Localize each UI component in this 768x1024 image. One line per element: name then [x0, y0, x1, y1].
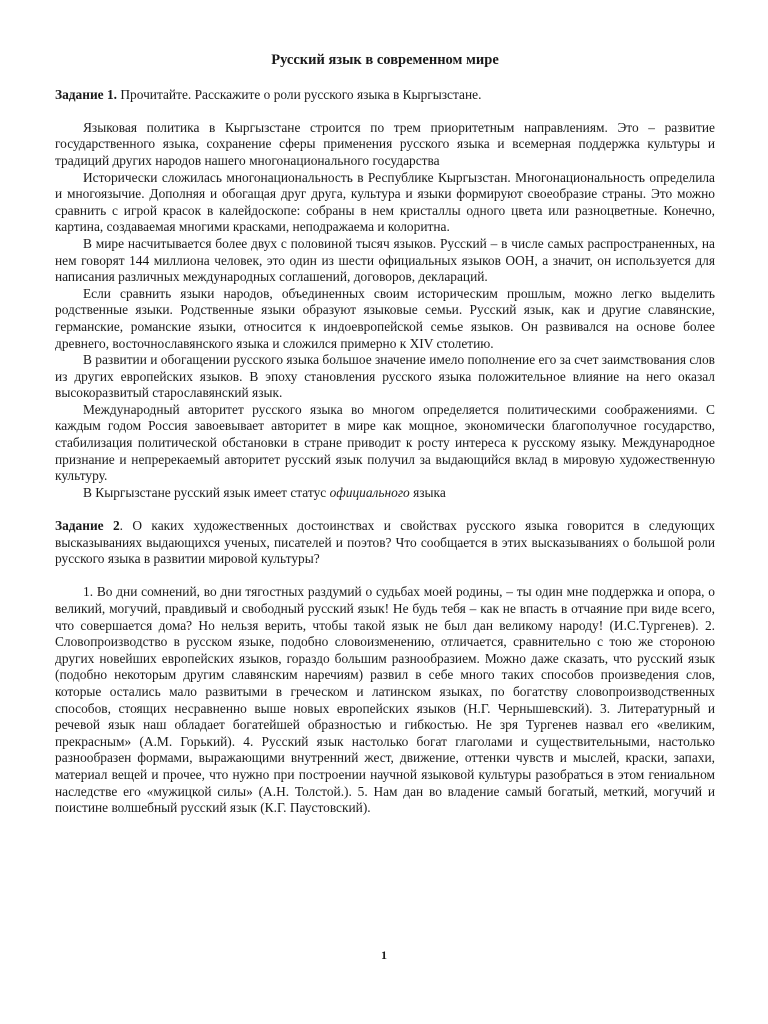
document-page [55, 52, 715, 817]
task-2-label: Задание 2 [55, 518, 120, 534]
paragraph: Международный авторитет русского языка во многом определяется политическими соображениями. С каждым годом Россия завоевывает авторитет в мире как мощное, экономически благополучное государство, стабилизация политической обстановки в стране приводит к росту интереса к русскому языку. Международное признание и непререкаемый авторитет русский язык получил за выдающийся вклад в мировую художественную культуру. [55, 401, 715, 484]
spacer [55, 103, 715, 120]
paragraph: В развитии и обогащении русского языка большое значение имело пополнение его за счет заимствования слов из других европейских языков. В эпоху становления русского языка положительное влияние на него оказал высокоразвитый старославянский язык. [55, 352, 715, 401]
status-text-after: языка [409, 484, 446, 500]
task-2-heading [55, 518, 715, 568]
spacer [55, 568, 715, 585]
paragraph: Языковая политика в Кыргызстане строится по трем приоритетным направлениям. Это – развитие государственного языка, сохранение сферы применения русского языка и всемерная поддержка культуры и традиций других народов нашего многонационального государства [55, 119, 715, 168]
page-number: 1 [381, 948, 387, 962]
paragraph: В мире насчитывается более двух с половиной тысяч языков. Русский – в числе самых распространенных, на нем говорят 144 миллиона человек, это один из шести официальных языков ООН, а значит, он используется для написания различных международных соглашений, договоров, деклараций. [55, 235, 715, 285]
task-2-text: . О каких художественных достоинствах и свойствах русского языка говорится в следующих высказываниях выдающихся ученых, писателей и поэтов? Что сообщается в этих высказываниях о большой роли русского языка в развитии мировой культуры? [55, 518, 716, 567]
spacer [55, 501, 715, 518]
status-text-italic: официального [329, 484, 410, 500]
paragraph: Если сравнить языки народов, объединенных своим историческим прошлым, можно легко выделить родственные языки. Родственные языки образуют языковые семьи. Русский язык, как и другие славянские, германские, романские языки, относится к индоевропейской семье языков. Он развивался на основе более древнего, восточнославянского языка и сложился примерно к XIV столетию. [55, 285, 715, 351]
quotes-paragraph: 1. Во дни сомнений, во дни тягостных раздумий о судьбах моей родины, – ты один мне поддержка и опора, о великий, могучий, правдивый и свободный русский язык! Не будь тебя – как не впасть в отчаяние при виде всего, что совершается дома? Но нельзя верить, чтобы такой язык не был дан великому народу! (И.С.Тургенев). 2. Словопроизводство в русском языке, подобно словоизменению, отличается, сравнительно с тою же стороною других новейших европейских языков, гораздо большим разнообразием. Можно даже сказать, что русский язык (подобно некоторым другим славянским наречиям) развил в себе много таких способов произведения слов, которые остались мало развитыми в греческом и латинском языках, по богатству словопроизводственных способов, стоящих несравненно выше новых европейских языков (Н.Г. Чернышевский). 3. Литературный и речевой язык наш обладает богатейшей образностью и гибкостью. Не зря Тургенев назвал его «великим, прекрасным» (А.М. Горький). 4. Русский язык настолько богат глаголами и существительными, настолько разнообразен формами, выражающими внутренний жест, движение, оттенки чувств и мыслей, краски, запахи, материал вещей и прочее, что нужно при построении научной языковой культуры разобраться в этом гениальном наследстве его «мужицкой силы» (А.Н. Толстой.). 5. Нам дан во владение самый богатый, меткий, могучий и поистине волшебный русский язык (К.Г. Паустовский). [55, 584, 715, 816]
page-title: Русский язык в современном мире [271, 52, 499, 68]
task-1-heading [55, 87, 715, 104]
paragraph-status [55, 485, 715, 502]
status-text-before: В Кыргызстане русский язык имеет статус [83, 484, 330, 500]
paragraph: Исторически сложилась многонациональность в Республике Кыргызстан. Многонациональность определила и многоязычие. Дополняя и обогащая друг друга, культура и языки формируют своеобразие страны. Это можно сравнить с игрой красок в калейдоскопе: собраны в нем кристаллы одного цвета или разноцветные. Конечно, картина, создаваемая многими красками, неподражаема и колоритна. [55, 169, 715, 235]
task-1-label: Задание 1. [55, 86, 117, 102]
task-1-text: Прочитайте. Расскажите о роли русского языка в Кыргызстане. [120, 86, 482, 102]
